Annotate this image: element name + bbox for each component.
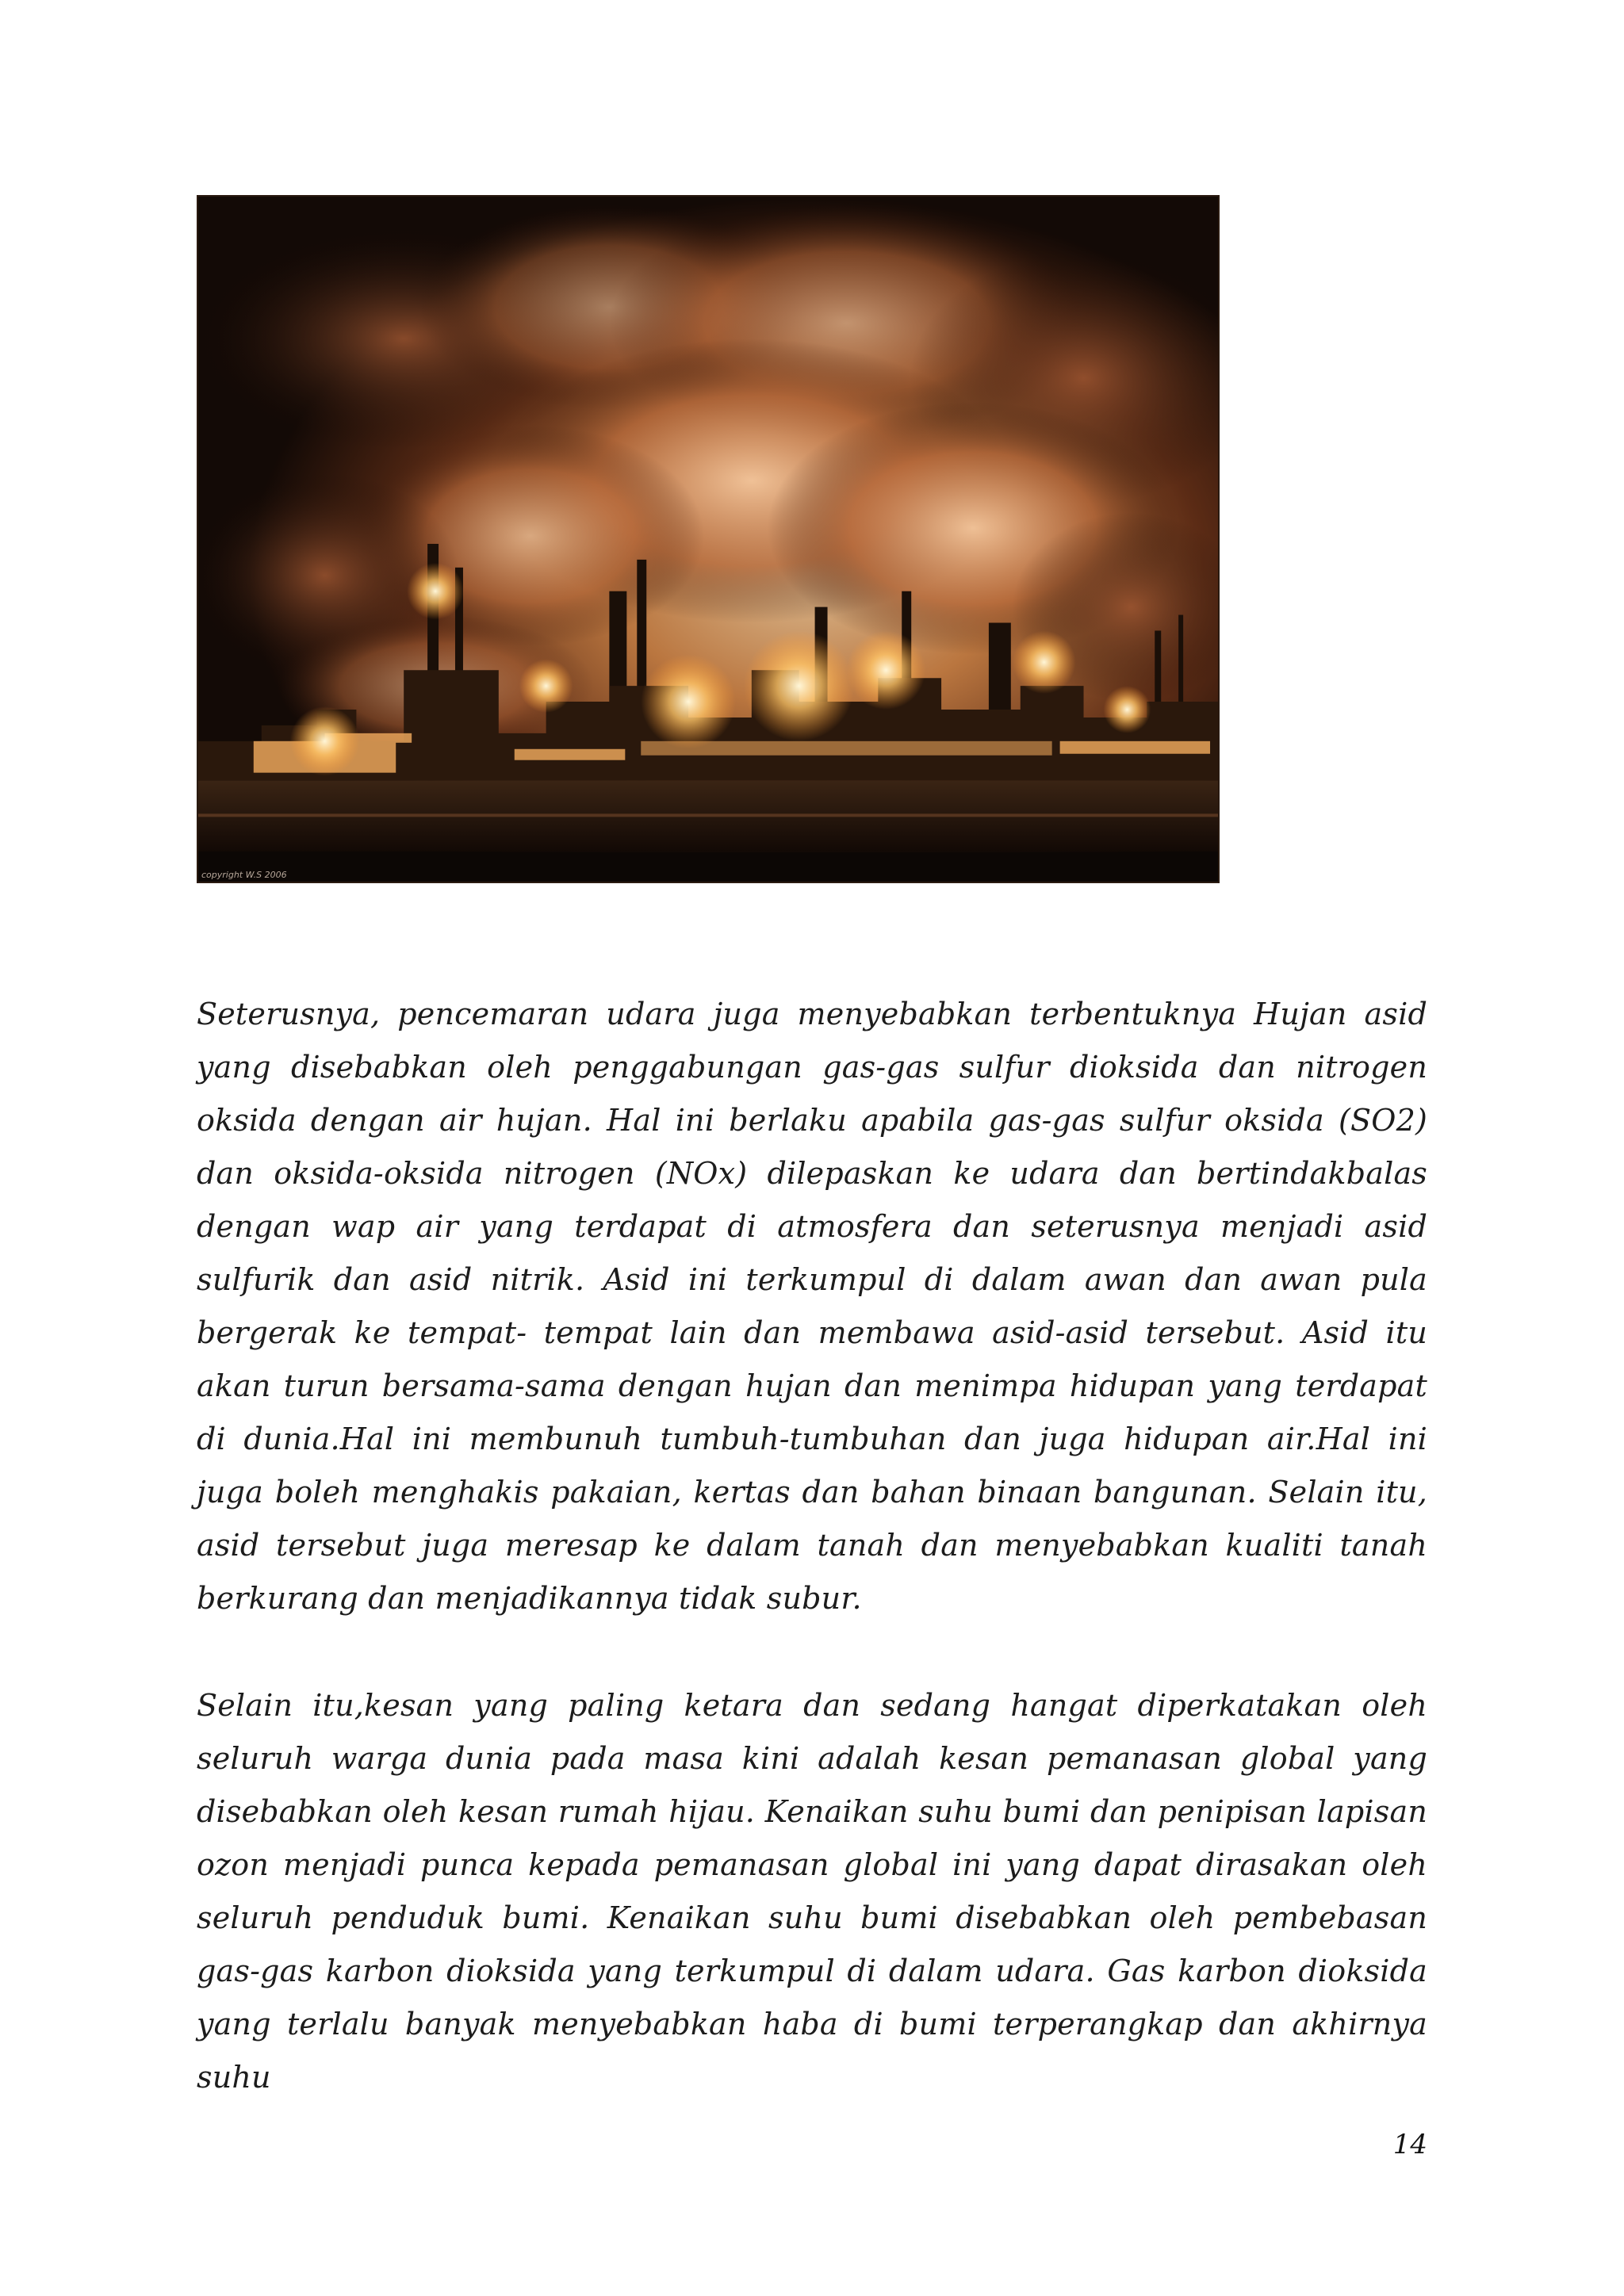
factory-smoke-illustration — [198, 197, 1218, 882]
factory-smoke-photo — [197, 195, 1220, 883]
page-number: 14 — [1392, 2129, 1427, 2160]
photo-credit: copyright W.S 2006 — [201, 870, 287, 880]
body-paragraph-global-warming: Selain itu,kesan yang paling ketara dan sedang hangat diperkatakan oleh seluruh warga dunia pada masa kini adalah kesan pemanasan global yang disebabkan oleh kesan rumah hijau. Kenaikan suhu bumi dan penipisan lapisan ozon menjadi punca kepada pemanasan global ini yang dapat dirasakan oleh seluruh penduduk bumi. Kenaikan suhu bumi disebabkan oleh pembebasan gas-gas karbon dioksida yang terkumpul di dalam udara. Gas karbon dioksida yang terlalu banyak menyebabkan haba di bumi terperangkap dan akhirnya suhu — [197, 1688, 1427, 2095]
body-paragraph-acid-rain: Seterusnya, pencemaran udara juga menyebabkan terbentuknya Hujan asid yang disebabkan oleh penggabungan gas-gas sulfur dioksida dan nitrogen oksida dengan air hujan. Hal ini berlaku apabila gas-gas sulfur oksida (SO2) dan oksida-oksida nitrogen (NOx) dilepaskan ke udara dan bertindakbalas dengan wap air yang terdapat di atmosfera dan seterusnya menjadi asid sulfurik dan asid nitrik. Asid ini terkumpul di dalam awan dan awan pula bergerak ke tempat- tempat lain dan membawa asid-asid tersebut. Asid itu akan turun bersama-sama dengan hujan dan menimpa hidupan yang terdapat di dunia.Hal ini membunuh tumbuh-tumbuhan dan juga hidupan air.Hal ini juga boleh menghakis pakaian, kertas dan bahan binaan bangunan. Selain itu, asid tersebut juga meresap ke dalam tanah dan menyebabkan kualiti tanah berkurang dan menjadikannya tidak subur. — [197, 997, 1427, 1616]
